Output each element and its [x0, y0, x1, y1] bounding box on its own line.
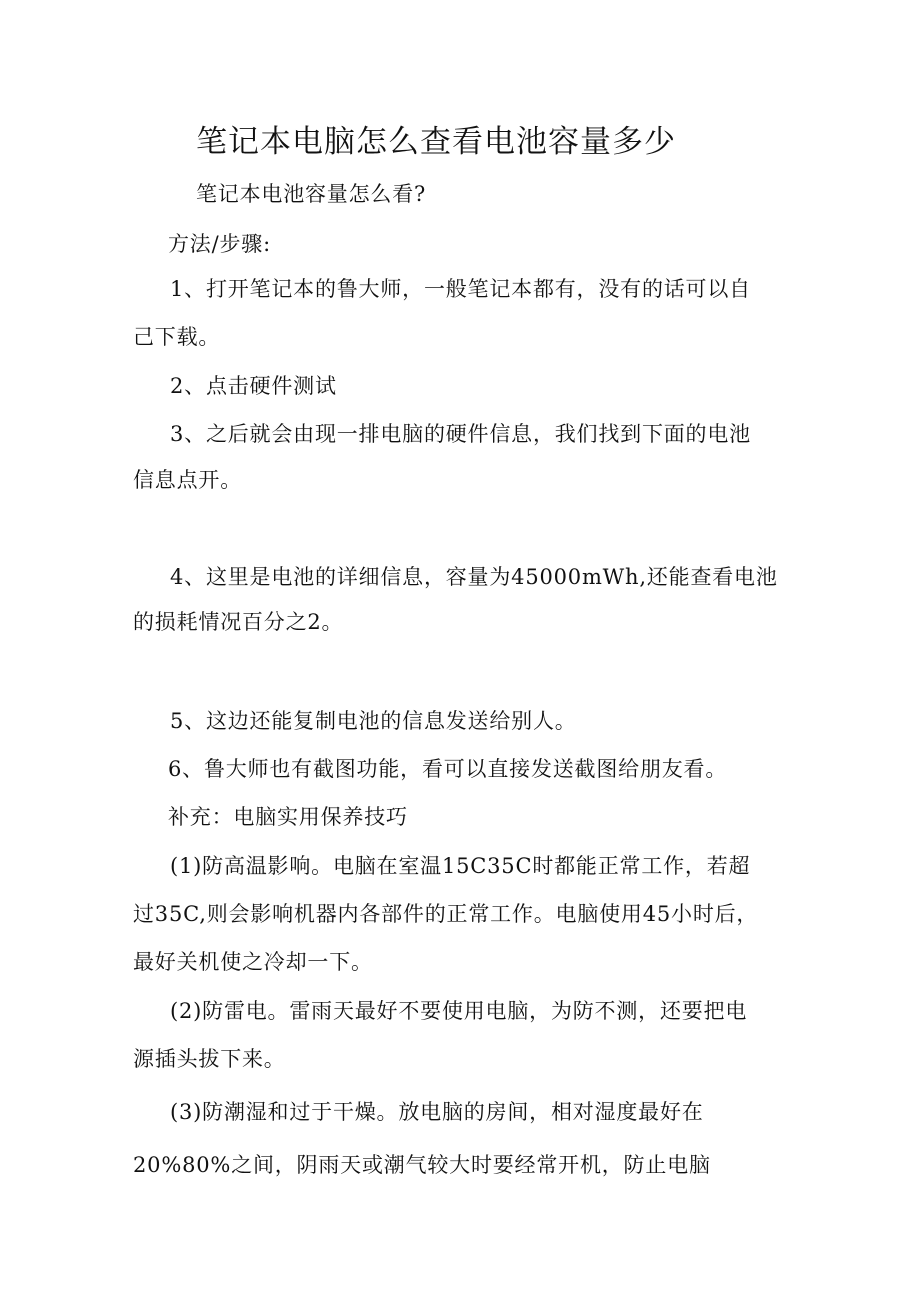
method-heading: 方法/步骤: [168, 232, 271, 256]
step-1-line-1: 1、打开笔记本的鲁大师，一般笔记本都有，没有的话可以自 [170, 277, 751, 301]
tip-1-line-2: 过35C,则会影响机器内各部件的正常工作。电脑使用45小时后， [133, 902, 759, 926]
step-3-line-1: 3、之后就会由现一排电脑的硬件信息，我们找到下面的电池 [170, 422, 751, 446]
supplement-heading: 补充：电脑实用保养技巧 [168, 805, 408, 829]
tip-3-line-2: 20%80%之间，阴雨天或潮气较大时要经常开机，防止电脑 [133, 1153, 711, 1177]
step-6: 6、鲁大师也有截图功能，看可以直接发送截图给朋友看。 [168, 757, 728, 781]
step-3-line-2: 信息点开。 [133, 468, 242, 492]
page-title: 笔记本电脑怎么查看电池容量多少 [196, 124, 676, 160]
subtitle: 笔记本电池容量怎么看? [196, 182, 427, 206]
tip-2-line-2: 源插头拔下来。 [133, 1047, 286, 1071]
step-5: 5、这边还能复制电池的信息发送给别人。 [170, 709, 577, 733]
step-4-line-1: 4、这里是电池的详细信息，容量为45000mWh,还能查看电池 [170, 565, 778, 589]
tip-3-line-1: (3)防潮湿和过于干燥。放电脑的房间，相对湿度最好在 [170, 1100, 704, 1124]
step-2: 2、点击硬件测试 [170, 374, 337, 398]
tip-2-line-1: (2)防雷电。雷雨天最好不要使用电脑，为防不测，还要把电 [170, 999, 748, 1023]
tip-1-line-1: (1)防高温影响。电脑在室温15C35C时都能正常工作，若超 [170, 854, 751, 878]
step-4-line-2: 的损耗情况百分之2。 [133, 610, 344, 634]
step-1-line-2: 己下载。 [133, 325, 221, 349]
tip-1-line-3: 最好关机使之冷却一下。 [133, 950, 373, 974]
